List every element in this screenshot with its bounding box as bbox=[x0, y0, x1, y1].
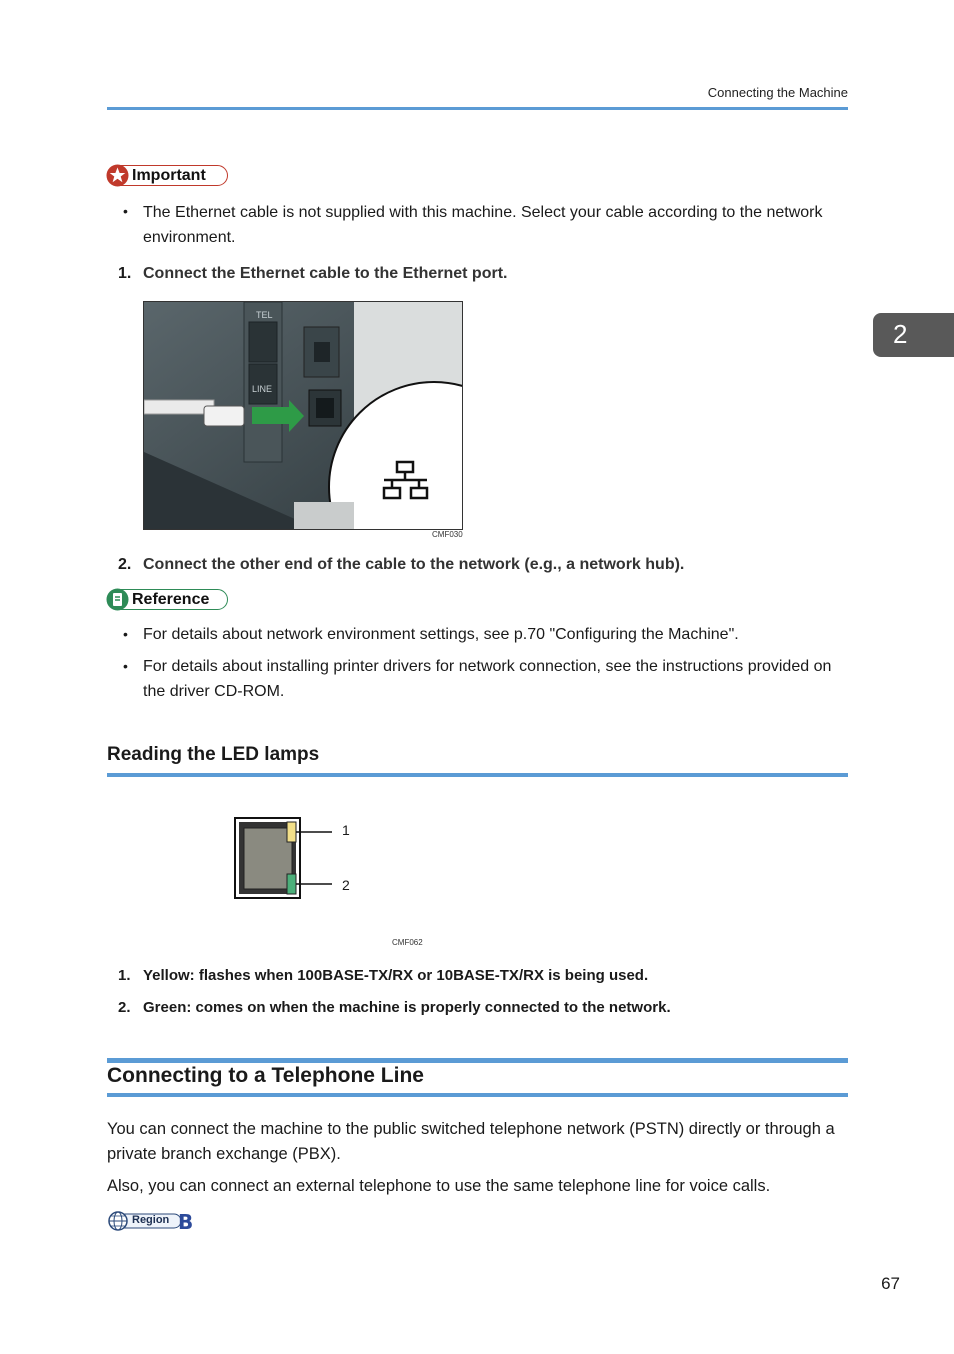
important-text-line1: The Ethernet cable is not supplied with this machine. Select your cable according to the network bbox=[143, 204, 823, 221]
bullet-dot: • bbox=[123, 658, 128, 674]
star-warning-icon bbox=[106, 164, 129, 187]
region-label: Region bbox=[132, 1214, 170, 1226]
figure1-caption: CMF030 bbox=[432, 530, 463, 539]
line-label: LINE bbox=[252, 384, 273, 394]
led-item-text: Green: comes on when the machine is properly connected to the network. bbox=[143, 999, 671, 1016]
bullet-dot: • bbox=[123, 626, 128, 642]
section-rule bbox=[107, 773, 848, 777]
region-badge bbox=[107, 1210, 197, 1234]
chapter-tab bbox=[873, 313, 954, 357]
section-bottom-rule bbox=[107, 1093, 848, 1097]
ethernet-port-figure bbox=[143, 301, 463, 530]
reference-badge bbox=[107, 589, 228, 610]
step-text: Connect the Ethernet cable to the Ethernet port. bbox=[143, 265, 508, 282]
running-header: Connecting the Machine bbox=[707, 85, 848, 100]
led-section-heading: Reading the LED lamps bbox=[107, 744, 320, 765]
reference-text-line: For details about network environment settings, see p.70 "Configuring the Machine". bbox=[143, 626, 739, 643]
telephone-para1-line2: private branch exchange (PBX). bbox=[107, 1145, 341, 1163]
important-label: Important bbox=[132, 167, 206, 184]
callout-2: 2 bbox=[342, 877, 350, 893]
reference-icon bbox=[106, 588, 129, 611]
step-number: 2. bbox=[118, 556, 132, 573]
led-item-number: 2. bbox=[118, 999, 131, 1016]
telephone-para2: Also, you can connect an external telephone to use the same telephone line for voice calls. bbox=[107, 1177, 771, 1195]
led-figure bbox=[230, 812, 370, 904]
reference-text-line: the driver CD-ROM. bbox=[143, 683, 285, 700]
reference-text-line: For details about installing printer drivers for network connection, see the instructions provided on bbox=[143, 658, 832, 675]
header-rule bbox=[107, 107, 848, 110]
step-number: 1. bbox=[118, 265, 132, 282]
important-badge bbox=[107, 165, 228, 186]
step-text: Connect the other end of the cable to the network (e.g., a network hub). bbox=[143, 556, 685, 573]
led-item-number: 1. bbox=[118, 967, 131, 984]
telephone-section-heading: Connecting to a Telephone Line bbox=[107, 1064, 424, 1087]
page-number: 67 bbox=[881, 1274, 900, 1293]
reference-label: Reference bbox=[132, 591, 210, 608]
chapter-number: 2 bbox=[893, 319, 908, 349]
led-item-text: Yellow: flashes when 100BASE-TX/RX or 10BASE-TX/RX is being used. bbox=[143, 967, 649, 984]
section-top-rule bbox=[107, 1058, 848, 1063]
callout-1: 1 bbox=[342, 822, 350, 838]
region-letter: B bbox=[178, 1210, 194, 1234]
led-figure-caption: CMF062 bbox=[392, 938, 423, 947]
ethernet-port-illustration bbox=[144, 302, 462, 529]
bullet-dot: • bbox=[123, 203, 128, 219]
important-text-line2: environment. bbox=[143, 229, 236, 246]
telephone-para1-line1: You can connect the machine to the public switched telephone network (PSTN) directly or through a bbox=[107, 1120, 835, 1138]
tel-label: TEL bbox=[256, 310, 273, 320]
